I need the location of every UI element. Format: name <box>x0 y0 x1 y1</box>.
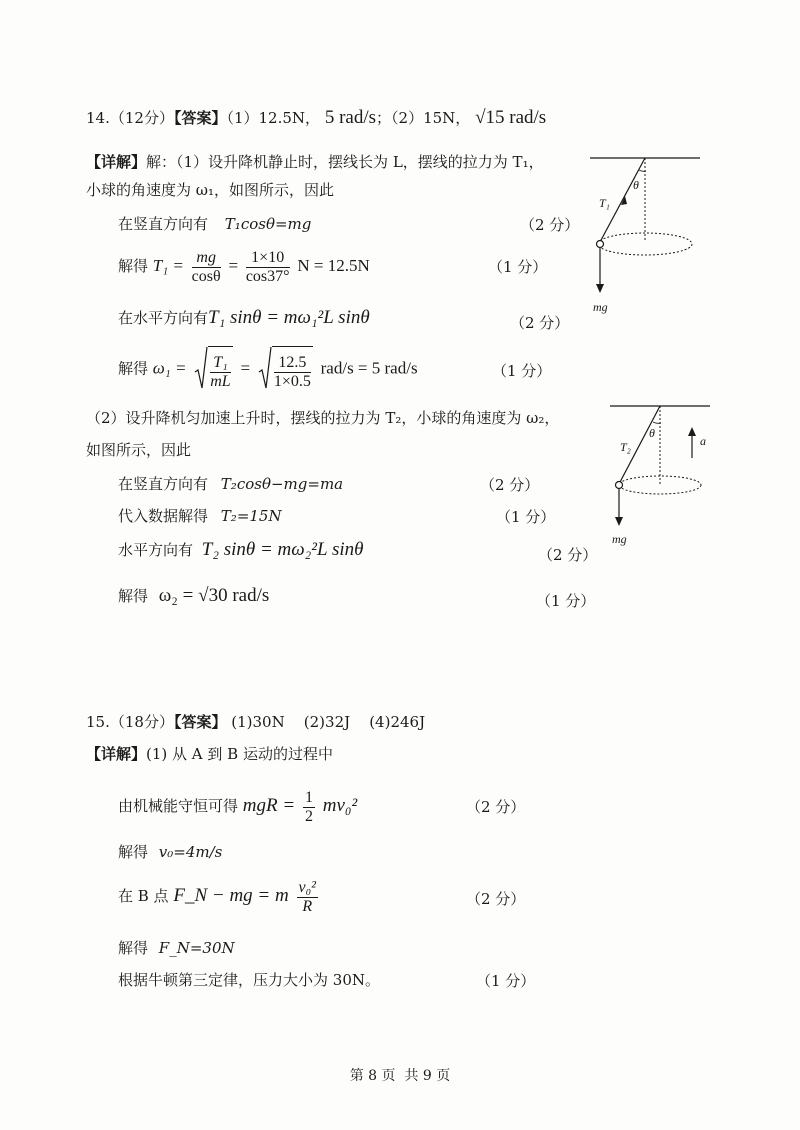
q14-step5-score: （2 分） <box>480 476 540 494</box>
q14-step3-eq: T₁ sinθ = mω₁²L sinθ <box>208 307 370 328</box>
q15-step1 <box>118 786 357 826</box>
q15-detail-line <box>86 744 333 764</box>
q14-detail-tag: 【详解】 <box>86 153 147 171</box>
q14-step8-text: 解得 <box>118 587 149 605</box>
fig2-theta-label: θ <box>649 426 655 440</box>
q14-step2-result: N = 12.5N <box>297 256 370 275</box>
q14-step4-score: （1 分） <box>492 362 552 380</box>
q14-answer-tag: 【答案】 <box>173 109 227 127</box>
q15-detail-tag: 【详解】 <box>86 745 147 763</box>
q14-part2-line1: （2）设升降机匀加速上升时，摆线的拉力为 T₂，小球的角速度为 ω₂， <box>86 409 560 427</box>
q14-step1-score: （2 分） <box>520 216 580 234</box>
q15-step1-text: 由机械能守恒可得 <box>118 797 239 815</box>
q14-step2-text: 解得 <box>118 257 149 275</box>
q14-step8-score: （1 分） <box>536 592 596 610</box>
pendulum-figure-1 <box>585 150 705 320</box>
q14-step7-text: 水平方向有 <box>118 541 194 559</box>
q14-step7-eq: T₂ sinθ = mω₂²L sinθ <box>201 539 364 560</box>
fig2-mg-label: mg <box>612 532 627 546</box>
q15-step1-score: （2 分） <box>466 798 526 816</box>
q15-step4-eq: F_N=30N <box>158 939 235 957</box>
q14-part2-line2: 如图所示，因此 <box>86 441 192 459</box>
q15-step2-text: 解得 <box>118 843 149 861</box>
q14-step2-frac1: $\frac{mg}{\cos\theta}$ <box>191 248 221 285</box>
q14-step5-text: 在竖直方向有 <box>118 475 209 493</box>
q14-step6-eq: T₂=15N <box>220 507 282 525</box>
fig2-t-label: T₂ <box>620 440 631 454</box>
q14-step2-eq-left: T₁ = <box>152 256 184 275</box>
q14-detail-intro: 解：（1）设升降机静止时，摆线长为 L，摆线的拉力为 T₁， <box>146 153 544 171</box>
q14-answer-part2: （2）15N， <box>391 109 471 127</box>
fig1-t-label: T₁ <box>599 196 610 210</box>
q14-points: （12分） <box>109 109 174 127</box>
q15-step4 <box>118 938 235 958</box>
q15-step3-text: 在 B 点 <box>118 887 169 905</box>
q15-step2 <box>118 842 222 862</box>
page-footer: 第 8 页 共 9 页 <box>349 1068 451 1084</box>
q15-answers: (1)30N (2)32J (4)246J <box>231 713 426 731</box>
pendulum-figure-2 <box>600 398 720 558</box>
q15-number: 15. <box>86 713 110 731</box>
q15-step2-eq: v₀=4m/s <box>158 843 223 861</box>
q14-answer-sep: ； <box>376 109 392 127</box>
fig2-a-label: a <box>700 434 706 448</box>
q14-detail-line1 <box>86 152 544 172</box>
q15-step1-eq-right: mv₀² <box>322 795 358 816</box>
q15-detail-intro: (1) 从 A 到 B 运动的过程中 <box>146 745 333 763</box>
q14-step6 <box>118 506 282 526</box>
q14-answer-part1: （1）12.5N， <box>226 109 321 127</box>
q15-step3-frac: $\frac{\text{v₀²}}{R}$ <box>298 878 316 915</box>
q15-step5-score: （1 分） <box>476 972 536 990</box>
q14-answer-part2-omega: √15 rad/s <box>475 107 547 128</box>
q14-step1-text: 在竖直方向有 <box>118 215 209 233</box>
q14-step4-result: rad/s = 5 rad/s <box>320 358 418 378</box>
q14-step6-text: 代入数据解得 <box>118 507 209 525</box>
fig1-theta-label: θ <box>633 178 639 192</box>
q14-header <box>86 108 546 128</box>
q15-step3 <box>118 874 321 918</box>
q14-step4-sqrt2: $\frac{12.5}{1\times 0.5}$ <box>258 346 313 393</box>
q14-step2: 解得 T₁ = $\frac{mg}{\cos\theta}$ = $\frac{1\times 10}{\cos 37^\circ}$ N = 12.5N <box>118 248 370 285</box>
q14-step7-score: （2 分） <box>538 546 598 564</box>
q14-step8 <box>118 586 269 606</box>
q14-step2-score: （1 分） <box>488 258 548 276</box>
q15-answer-tag: 【答案】 <box>173 713 227 731</box>
q15-step3-eq-left: F_N − mg = m <box>173 885 289 906</box>
q14-step6-score: （1 分） <box>496 508 556 526</box>
q14-step1 <box>118 214 311 234</box>
q15-step1-eq-left: mgR = <box>242 795 296 816</box>
q15-header <box>86 712 425 732</box>
q15-step3-score: （2 分） <box>466 890 526 908</box>
q14-answer-part1-omega: 5 rad/s <box>324 107 377 128</box>
q14-step2-frac2: $\frac{1\times 10}{\cos 37^\circ}$ <box>245 248 290 285</box>
q14-step8-eq: ω₂ = √30 rad/s <box>158 585 270 606</box>
q14-step4-eq-left: ω₁ = <box>152 358 187 378</box>
q14-detail-line2: 小球的角速度为 ω₁，如图所示，因此 <box>86 181 335 199</box>
q14-step3 <box>118 308 370 328</box>
q14-step4: 解得 ω₁ = $\frac{\text{T₁}}{mL}$ = $\frac{12.5}{1\times 0.5}$ rad/s = 5 rad/s <box>118 346 418 393</box>
q15-points: （18分） <box>109 713 174 731</box>
q14-step3-text: 在水平方向有 <box>118 309 209 327</box>
q14-step4-sqrt1: $\frac{\text{T₁}}{mL}$ <box>194 346 232 393</box>
q14-step7 <box>118 540 363 560</box>
q14-step1-eq: T₁cosθ=mg <box>224 215 312 233</box>
q15-step1-frac: $\frac{1}{2}$ <box>304 788 313 825</box>
q14-number: 14. <box>86 109 110 127</box>
q15-step5: 根据牛顿第三定律，压力大小为 30N。 <box>118 971 380 989</box>
q14-step4-text: 解得 <box>118 359 149 378</box>
q15-step4-text: 解得 <box>118 939 149 957</box>
q14-step5-eq: T₂cosθ−mg=ma <box>220 475 344 493</box>
q14-step3-score: （2 分） <box>510 314 570 332</box>
q14-step5 <box>118 474 343 494</box>
fig1-mg-label: mg <box>593 300 608 314</box>
